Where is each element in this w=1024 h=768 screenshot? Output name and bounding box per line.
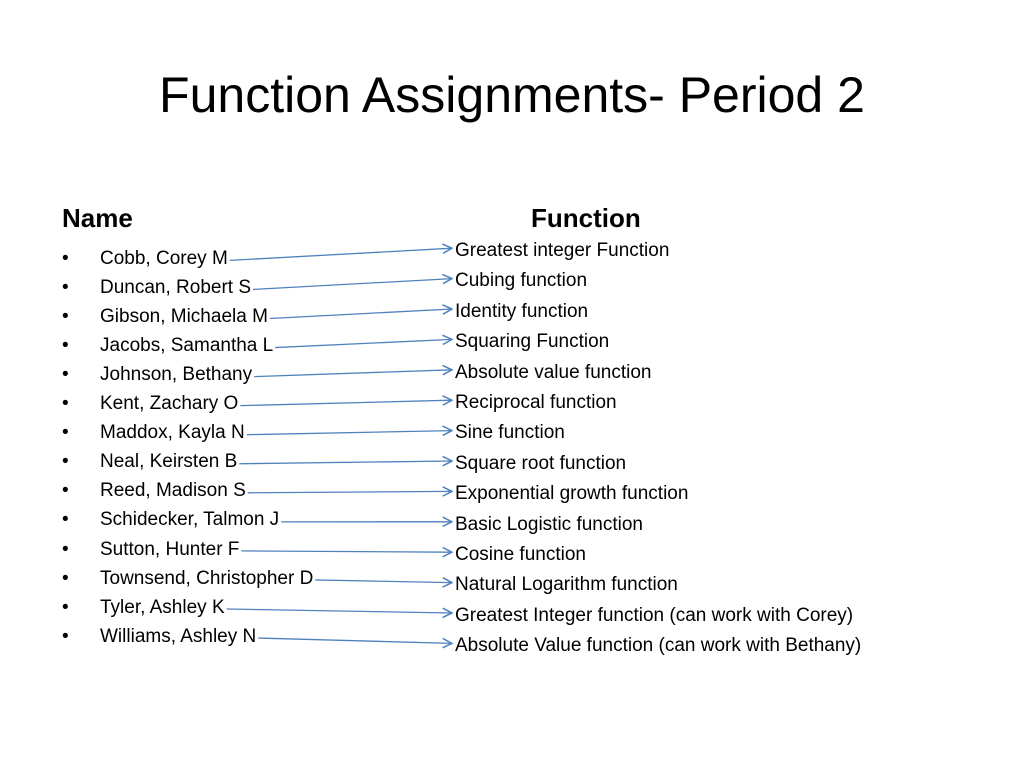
bullet-icon: •: [62, 596, 69, 618]
student-name: Johnson, Bethany: [100, 364, 253, 386]
student-name: Reed, Madison S: [100, 480, 246, 502]
student-name: Maddox, Kayla N: [100, 422, 245, 444]
function-item: Basic Logistic function: [455, 513, 643, 535]
bullet-icon: •: [62, 422, 69, 444]
student-name: Jacobs, Samantha L: [100, 335, 274, 357]
function-item: Greatest integer Function: [455, 240, 670, 261]
function-item: Absolute value function: [455, 361, 652, 383]
student-name: Neal, Keirsten B: [100, 451, 238, 473]
function-item: Square root function: [455, 452, 627, 474]
student-name: Townsend, Christopher D: [100, 567, 314, 589]
name-column-header: Name: [62, 203, 133, 233]
assignment-arrow: [254, 370, 452, 377]
bullet-icon: •: [62, 306, 69, 328]
function-column-header: Function: [531, 203, 641, 233]
assignment-arrow: [258, 638, 452, 643]
bullet-icon: •: [62, 538, 69, 560]
function-item: Absolute Value function (can work with Bethany): [455, 635, 862, 657]
assignment-arrow: [247, 431, 452, 435]
assignment-arrow: [253, 279, 452, 290]
assignment-arrow: [241, 551, 452, 552]
assignment-arrow: [270, 309, 452, 318]
student-name: Schidecker, Talmon J: [100, 509, 280, 531]
bullet-icon: •: [62, 248, 69, 269]
assignment-arrow: [315, 580, 452, 583]
student-name: Duncan, Robert S: [100, 277, 252, 299]
bullet-icon: •: [62, 277, 69, 299]
function-item: Reciprocal function: [455, 392, 617, 413]
function-item: Greatest Integer function (can work with Corey): [455, 604, 854, 626]
student-name: Sutton, Hunter F: [100, 538, 240, 560]
assignment-arrow: [230, 248, 452, 260]
function-item: Cosine function: [455, 544, 586, 565]
bullet-icon: •: [62, 393, 69, 415]
assignment-arrow: [240, 400, 452, 405]
slide-title: Function Assignments- Period 2: [159, 67, 865, 123]
assignment-arrow: [227, 609, 452, 613]
function-item: Exponential growth function: [455, 483, 689, 505]
bullet-icon: •: [62, 480, 69, 502]
function-item: Sine function: [455, 422, 565, 444]
student-name: Kent, Zachary O: [100, 393, 239, 415]
bullet-icon: •: [62, 335, 69, 357]
bullet-icon: •: [62, 364, 69, 386]
function-item: Natural Logarithm function: [455, 574, 678, 596]
function-item: Squaring Function: [455, 331, 610, 353]
assignment-arrow: [248, 491, 452, 492]
bullet-icon: •: [62, 567, 69, 589]
bullet-icon: •: [62, 509, 69, 531]
assignment-arrow: [275, 339, 452, 347]
assignment-arrow: [239, 461, 452, 464]
student-name: Gibson, Michaela M: [100, 306, 268, 328]
function-item: Cubing function: [455, 270, 588, 292]
student-name: Cobb, Corey M: [100, 248, 228, 269]
student-name: Tyler, Ashley K: [100, 596, 225, 618]
student-name: Williams, Ashley N: [100, 625, 257, 647]
function-item: Identity function: [455, 300, 589, 322]
bullet-icon: •: [62, 625, 69, 647]
bullet-icon: •: [62, 451, 69, 473]
